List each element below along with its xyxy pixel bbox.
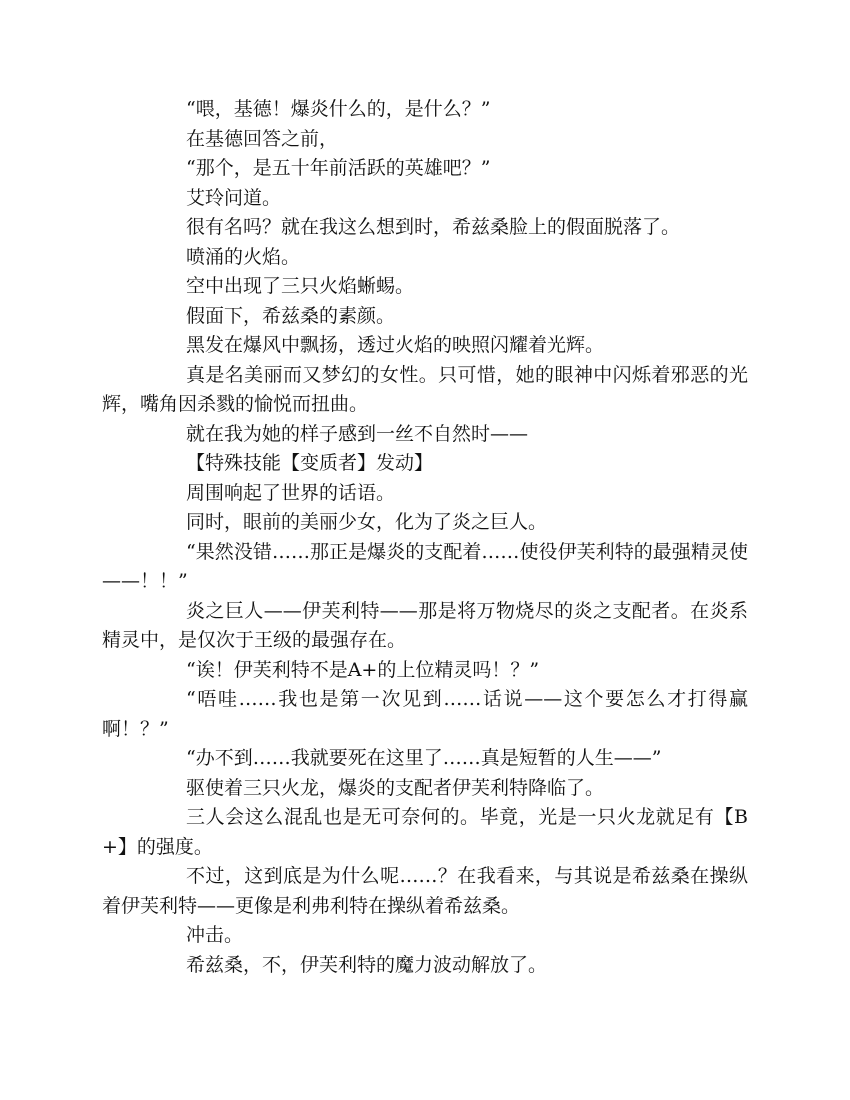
paragraph: 喷涌的火焰。: [186, 245, 301, 268]
paragraph: 很有名吗？就在我这么想到时，希兹桑脸上的假面脱落了。: [186, 216, 681, 238]
paragraph: 艾玲问道。: [186, 186, 282, 209]
paragraph: 炎之巨人——伊芙利特——那是将万物烧尽的炎之支配者。在炎系精灵中，是仅次于王级的最强存在。: [102, 599, 748, 651]
paragraph: 三人会这么混乱也是无可奈何的。毕竟，光是一只火龙就足有【B+】的强度。: [102, 806, 748, 858]
paragraph: “诶！伊芙利特不是A+的上位精灵吗！？”: [186, 658, 540, 681]
paragraph: 周围响起了世界的话语。: [186, 481, 396, 504]
paragraph: “那个，是五十年前活跃的英雄吧？”: [186, 157, 491, 179]
paragraph: 驱使着三只火龙，爆炎的支配者伊芙利特降临了。: [186, 776, 605, 799]
paragraph: 希兹桑，不，伊芙利特的魔力波动解放了。: [186, 953, 548, 976]
paragraph: “喂，基德！爆炎什么的，是什么？”: [186, 98, 491, 120]
paragraph: 冲击。: [186, 924, 244, 946]
body-text: [102, 95, 748, 980]
paragraph: 【特殊技能【变质者】发动】: [186, 452, 434, 474]
paragraph: 就在我为她的样子感到一丝不自然时——: [186, 422, 529, 445]
paragraph: 假面下，希兹桑的素颜。: [186, 304, 396, 327]
paragraph: 在基德回答之前，: [186, 127, 339, 150]
paragraph: “果然没错……那正是爆炎的支配着……使役伊芙利特的最强精灵使——！！”: [102, 540, 748, 592]
paragraph: “办不到……我就要死在这里了……真是短暂的人生——”: [186, 747, 662, 769]
paragraph: 黑发在爆风中飘扬，透过火焰的映照闪耀着光辉。: [186, 334, 605, 356]
paragraph: 真是名美丽而又梦幻的女性。只可惜，她的眼神中闪烁着邪恶的光辉，嘴角因杀戮的愉悦而扭曲。: [102, 363, 748, 415]
paragraph: 同时，眼前的美丽少女，化为了炎之巨人。: [186, 511, 548, 533]
paragraph: “唔哇……我也是第一次见到……话说——这个要怎么才打得赢啊！？”: [102, 688, 748, 740]
paragraph: 空中出现了三只火焰蜥蜴。: [186, 275, 415, 297]
paragraph: 不过，这到底是为什么呢……？在我看来，与其说是希兹桑在操纵着伊芙利特——更像是利弗利特在操纵着希兹桑。: [102, 865, 748, 917]
